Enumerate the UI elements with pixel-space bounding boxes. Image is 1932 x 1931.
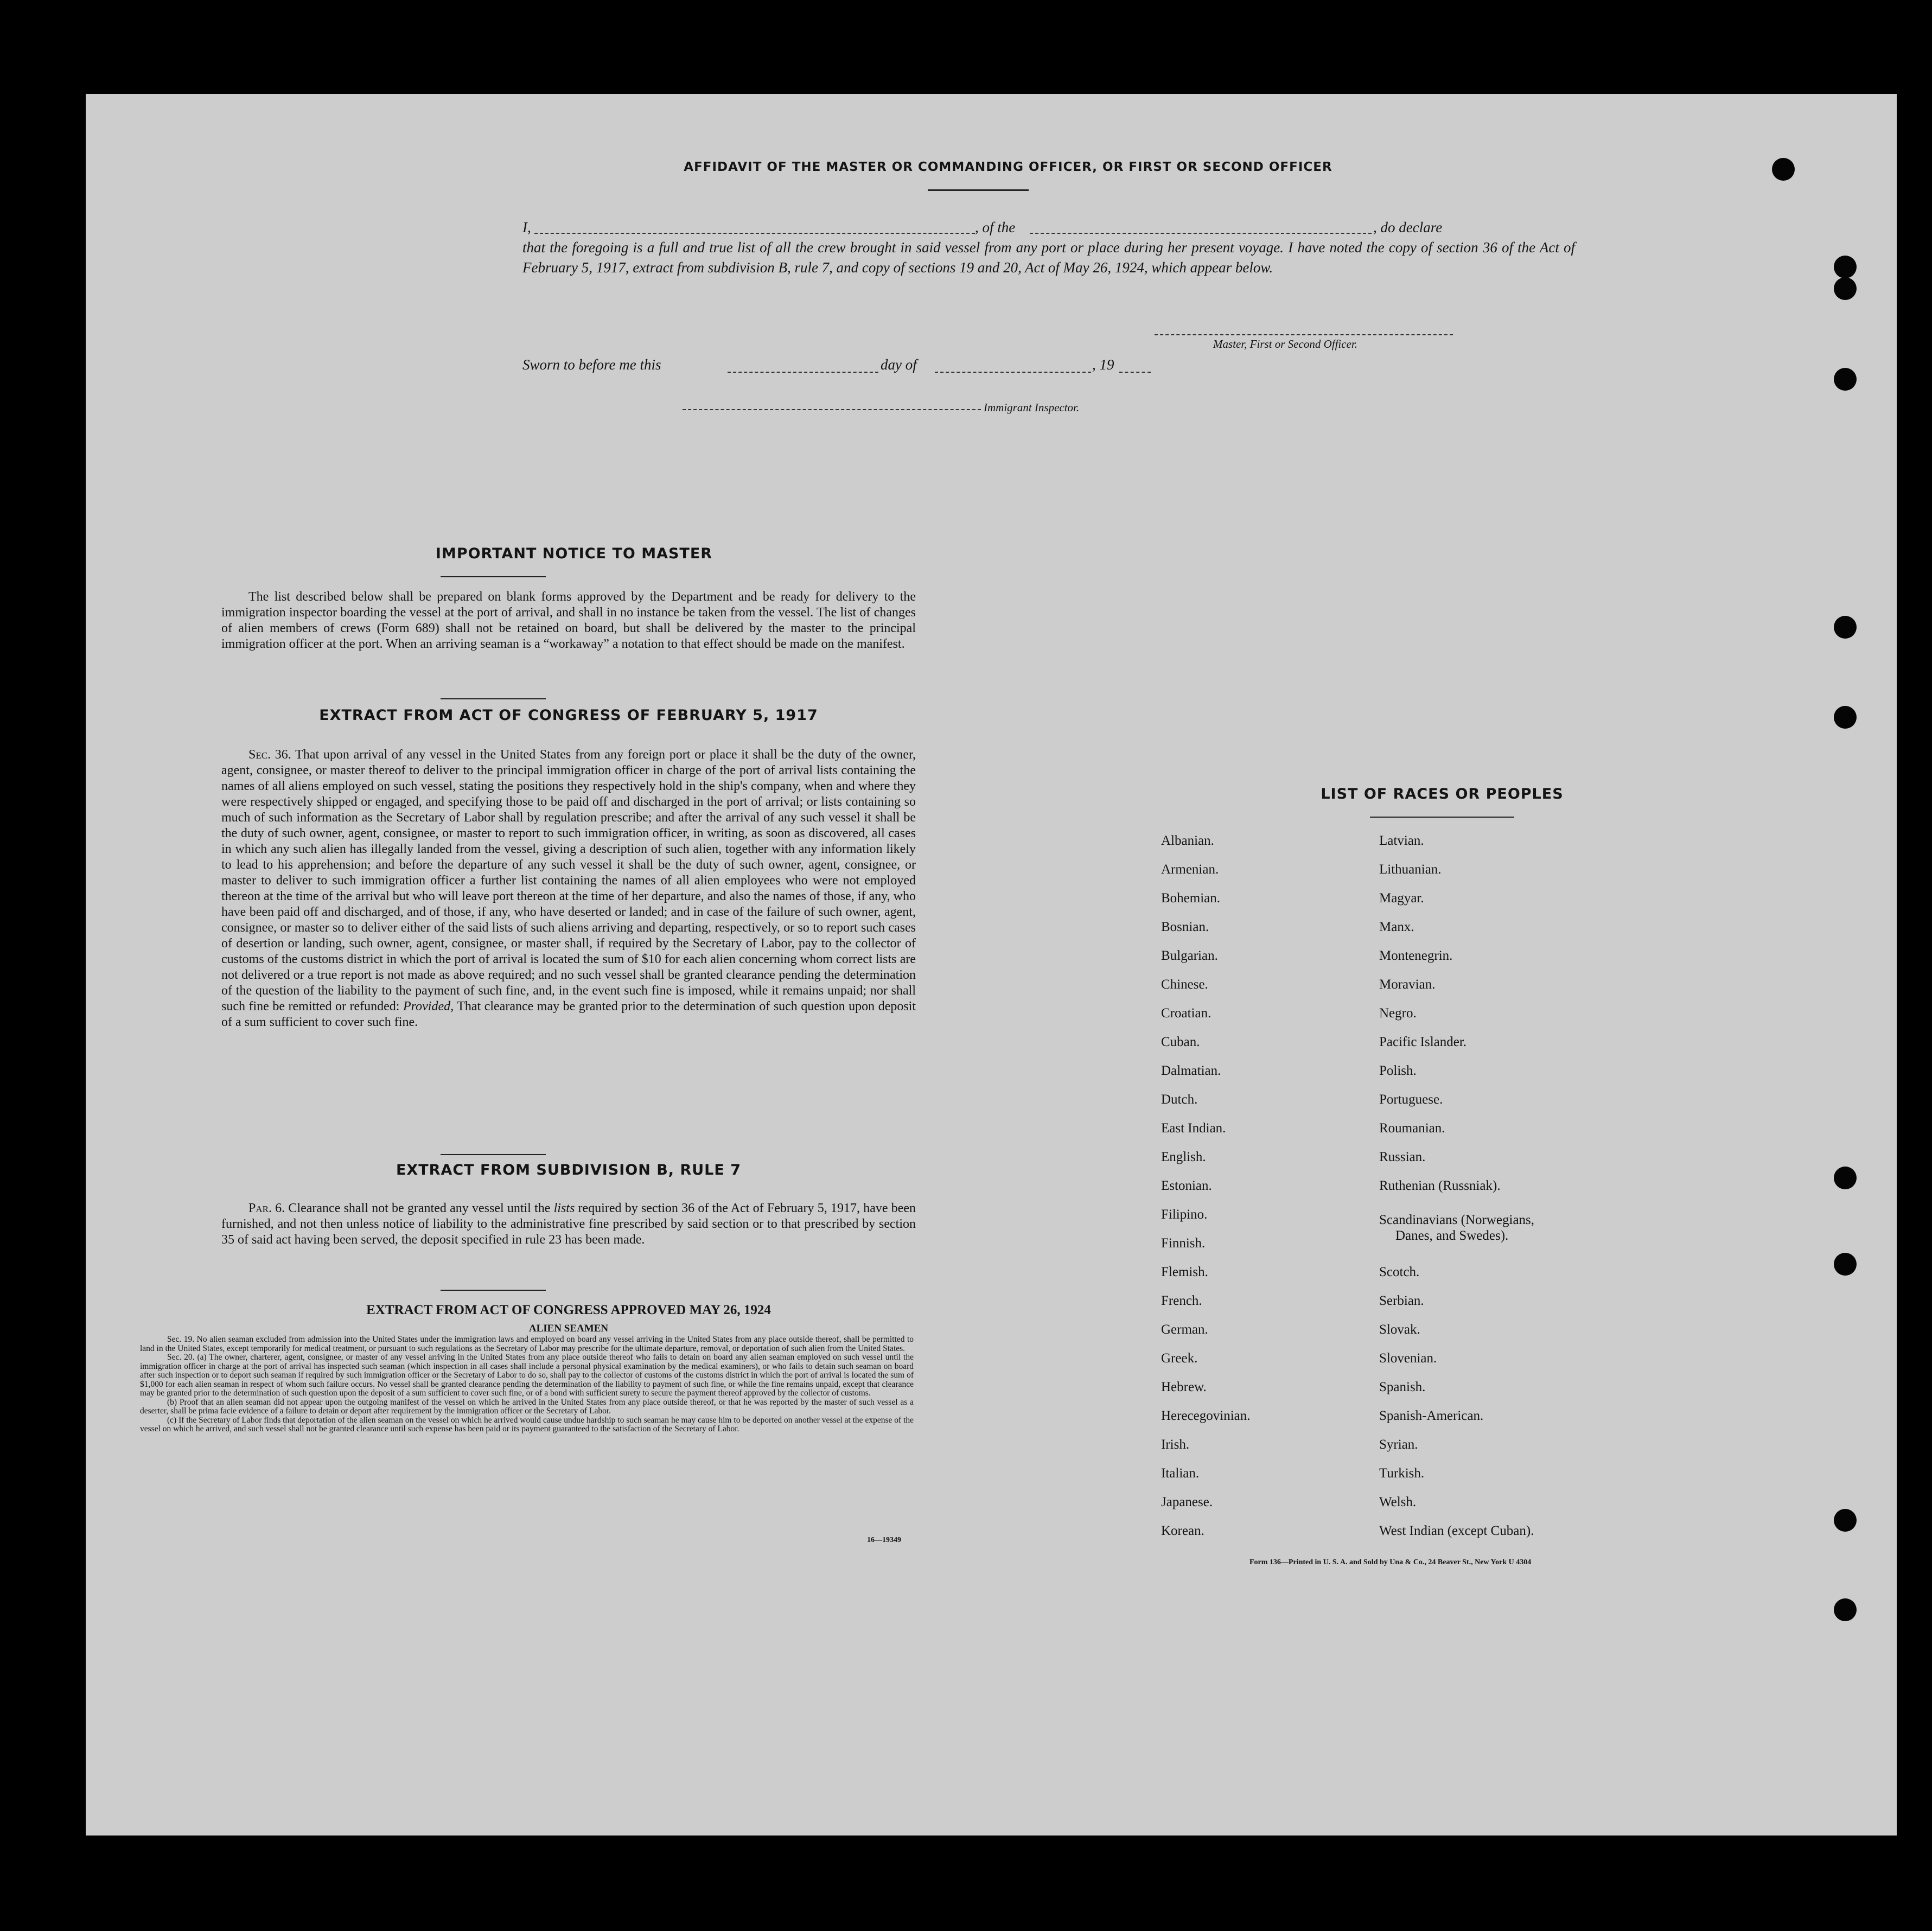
punch-hole: [1834, 368, 1857, 391]
rule7-end-rule: [441, 1290, 546, 1291]
provided-word: Provided,: [403, 999, 454, 1014]
extract1917-body: [221, 747, 916, 1030]
race-right-item: Negro.: [1379, 1006, 1417, 1021]
rule7-text-a: Clearance shall not be granted any vessel until the: [288, 1201, 551, 1215]
rule7-text-b: required by section 36 of the Act of February 5, 1917, have been furnished, and not then unless notice of liability to the administrative fine prescribed by said section or to that prescribed by section 35 of said act having been served, the deposit specified in rule 23 has been made.: [221, 1201, 916, 1247]
extract1917-title: EXTRACT FROM ACT OF CONGRESS OF FEBRUARY 5, 1917: [319, 707, 818, 724]
extract1924-body: [140, 1335, 914, 1434]
title-rule: [928, 189, 1029, 191]
race-left-item: Japanese.: [1161, 1495, 1213, 1509]
notice-body: The list described below shall be prepared on blank forms approved by the Department and be ready for delivery to the immigration inspector boarding the vessel at the port of arrival, and shall in no instance be taken from the vessel. The list of changes of alien members of crews (Form 689) shall not be retained on board, but shall be delivered by the master to the principal immigration officer at the port. When an arriving seaman is a “workaway” a notation to that effect should be made on the manifest.: [221, 590, 916, 651]
race-right-item: Syrian.: [1379, 1437, 1418, 1452]
name-blank: [534, 233, 975, 234]
race-left-item: Dutch.: [1161, 1092, 1198, 1107]
races-title: LIST OF RACES OR PEOPLES: [1321, 786, 1564, 802]
affidavit-body: that the foregoing is a full and true list of all the crew brought in said vessel from any port or place during her present voyage. I have noted the copy of section 36 of the Act of February 5, 1917, extract from subdivision B, rule 7, and copy of sections 19 and 20, Act of May 26, 1924, which appear below.: [522, 239, 1575, 276]
punch-hole: [1834, 277, 1857, 300]
year-text: , 19: [1092, 356, 1114, 373]
punch-hole: [1834, 1509, 1857, 1532]
race-left-item: Italian.: [1161, 1466, 1200, 1481]
punch-hole: [1834, 1598, 1857, 1621]
race-left-item: English.: [1161, 1150, 1206, 1164]
race-left-item: Bohemian.: [1161, 891, 1221, 906]
punch-hole: [1834, 706, 1857, 729]
punch-hole: [1834, 616, 1857, 639]
sworn-text: Sworn to before me this: [522, 356, 661, 373]
notice-rule: [441, 576, 546, 577]
race-right-item: Portuguese.: [1379, 1092, 1443, 1107]
race-left-item: Herecegovinian.: [1161, 1409, 1251, 1423]
sec19-text: Sec. 19. No alien seaman excluded from admission into the United States under the immigration laws and employed on board any vessel arriving in the United States from any place outside thereof, shall be permitted to land in the United States, except temporarily for medical treatment, or pursuant to such regulations as the Secretary of Labor may prescribe for the ultimate departure, removal, or deportation of such alien from the United States.: [140, 1335, 914, 1353]
sec36-text: That upon arrival of any vessel in the United States from any foreign port or place it shall be the duty of the owner, agent, consignee, or master thereof to deliver to the principal immigration officer in charge of the port of arrival lists containing the names of all aliens employed on such vessel, stating the positions they respectively hold in the ship's company, when and where they were respectively shipped or engaged, and specifying those to be paid off and discharged in the port of arrival; or lists containing so much of such information as the Secretary of Labor shall by regulation prescribe; and after the arrival of any such vessel it shall be the duty of such owner, agent, consignee, or master to report to such immigration officer, in writing, as soon as discovered, all cases in which any such alien has illegally landed from the vessel, giving a description of such alien, together with any information likely to lead to his apprehension; and before the departure of any such vessel it shall be the duty of such owner, agent, consignee, or master to deliver to such immigration officer a further list containing the names of all alien employees who were not employed thereon at the time of the arrival but who will leave port thereon at the time of her departure, and also the names of those, if any, who have been paid off and discharged, and of those, if any, who have deserted or landed; and in case of the failure of such owner, agent, consignee, or master so to deliver either of the said lists of such aliens arriving and departing, respectively, or so to report such cases of desertion or landing, such owner, agent, consignee, or master shall, if required by the Secretary of Labor, pay to the collector of customs of the customs district in which the port of arrival is located the sum of $10 for each alien concerning whom correct lists are not delivered or a true report is not made as above required; and no such vessel shall be granted clearance pending the determination of the question of the liability to the payment of such fine, and, in the event such fine is imposed, while it remains unpaid; nor shall such fine be remitted or refunded:: [221, 748, 916, 1014]
race-left-item: Chinese.: [1161, 977, 1208, 992]
race-left-item: Armenian.: [1161, 862, 1219, 877]
race-left-item: Cuban.: [1161, 1035, 1200, 1049]
race-right-item: Moravian.: [1379, 977, 1436, 992]
race-left-item: Finnish.: [1161, 1236, 1206, 1251]
race-left-item: Bulgarian.: [1161, 948, 1218, 963]
race-right-item: Pacific Islander.: [1379, 1035, 1467, 1049]
punch-hole: [1834, 256, 1857, 278]
race-right-item: Danes, and Swedes).: [1395, 1228, 1509, 1243]
race-right-item: Scotch.: [1379, 1265, 1420, 1279]
affidavit-title: AFFIDAVIT OF THE MASTER OR COMMANDING OFFICER, OR FIRST OR SECOND OFFICER: [684, 160, 1332, 174]
master-label: Master, First or Second Officer.: [1213, 337, 1357, 350]
notice-title: IMPORTANT NOTICE TO MASTER: [435, 545, 713, 562]
race-right-item: West Indian (except Cuban).: [1379, 1524, 1534, 1538]
race-left-item: Filipino.: [1161, 1207, 1208, 1222]
race-right-item: Turkish.: [1379, 1466, 1425, 1481]
race-right-item: Polish.: [1379, 1063, 1417, 1078]
sec36-text-end: That clearance may be granted prior to the determination of such question upon deposit of a sum sufficient to cover such fine.: [221, 999, 916, 1029]
race-left-item: Albanian.: [1161, 833, 1214, 848]
race-left-item: Estonian.: [1161, 1178, 1212, 1193]
form-printer-line: Form 136—Printed in U. S. A. and Sold by Una & Co., 24 Beaver St., New York U 4304: [1249, 1558, 1532, 1566]
par6-label: Par. 6.: [248, 1201, 285, 1215]
sec20a-text: Sec. 20. (a) The owner, charterer, agent, consignee, or master of any vessel arriving in the United States from any place outside thereof who fails to detain on board any alien seaman employed on such vessel until the immigration officer in charge at the port of arrival has inspected such seaman (which inspection in all cases shall include a personal physical examination by the medical examiners), or who fails to detain such seaman on board after such inspection or to deport such seaman if required by such immigration officer or the Secretary of Labor to do so, shall pay to the collector of customs of the customs district in which the port of arrival is located the sum of $1,000 for each alien seaman in respect of whom such failure occurs. No vessel shall be granted clearance pending the determination of the liability to payment of such fine, or while the fine remains unpaid, except that clearance may be granted prior to the determination of such question upon the deposit of a sum sufficient to cover such fine, or of a bond with sufficient surety to secure the payment thereof approved by the collector of customs.: [140, 1353, 914, 1398]
affidavit-declare: , do declare: [1373, 219, 1443, 235]
race-right-item: Lithuanian.: [1379, 862, 1442, 877]
race-left-item: Croatian.: [1161, 1006, 1212, 1021]
lists-word: lists: [553, 1201, 575, 1215]
race-left-item: Dalmatian.: [1161, 1063, 1221, 1078]
sec20b-text: (b) Proof that an alien seaman did not appear upon the outgoing manifest of the vessel on which he arrived in the United States from any place outside thereof, or that he was reported by the master of such vessel as a deserter, shall be prima facie evidence of a failure to detain or deport after requirement by the immigration officer or the Secretary of Labor.: [140, 1397, 914, 1416]
punch-hole: [1772, 158, 1795, 181]
race-right-item: Montenegrin.: [1379, 948, 1453, 963]
sec20c-text: (c) If the Secretary of Labor finds that deportation of the alien seaman on the vessel on which he arrived would cause undue hardship to such seaman he may cause him to be deported on another vessel at the expense of the vessel on which he arrived, and such vessel shall not be granted clearance until such expense has been paid or its payment guaranteed to the satisfaction of the Secretary of Labor.: [140, 1415, 914, 1433]
sec36-label: Sec. 36.: [248, 748, 291, 762]
extract1917-end-rule: [441, 1154, 546, 1155]
race-right-item: Ruthenian (Russniak).: [1379, 1178, 1501, 1193]
race-right-item: Roumanian.: [1379, 1121, 1445, 1136]
races-columns: [1161, 94, 1649, 1722]
race-right-item: Spanish-American.: [1379, 1409, 1484, 1423]
rule7-body: [221, 1201, 916, 1248]
race-left-item: East Indian.: [1161, 1121, 1226, 1136]
form-code: 16—19349: [867, 1536, 901, 1544]
race-left-item: Flemish.: [1161, 1265, 1208, 1279]
race-right-item: Russian.: [1379, 1150, 1426, 1164]
extract1924-title: EXTRACT FROM ACT OF CONGRESS APPROVED MAY 26, 1924: [366, 1303, 771, 1317]
notice-end-rule: [441, 698, 546, 699]
punch-hole: [1834, 1167, 1857, 1189]
race-right-item: Welsh.: [1379, 1495, 1417, 1509]
affidavit-of-the: , of the: [975, 219, 1016, 235]
race-right-item: Manx.: [1379, 920, 1414, 934]
race-left-item: Bosnian.: [1161, 920, 1209, 934]
race-right-item: Magyar.: [1379, 891, 1424, 906]
race-left-item: Irish.: [1161, 1437, 1190, 1452]
document-sheet: [86, 94, 1897, 1836]
year-blank: [1119, 372, 1151, 373]
race-left-item: Greek.: [1161, 1351, 1198, 1366]
race-left-item: German.: [1161, 1322, 1208, 1337]
day-blank: [728, 372, 878, 373]
rule7-title: EXTRACT FROM SUBDIVISION B, RULE 7: [396, 1162, 742, 1178]
race-right-item: Slovak.: [1379, 1322, 1420, 1337]
race-right-item: Slovenian.: [1379, 1351, 1437, 1366]
month-blank: [935, 372, 1091, 373]
race-left-item: French.: [1161, 1293, 1202, 1308]
race-right-item: Serbian.: [1379, 1293, 1424, 1308]
race-left-item: Hebrew.: [1161, 1380, 1207, 1394]
punch-hole: [1834, 1253, 1857, 1276]
race-right-item: Latvian.: [1379, 833, 1424, 848]
day-of-text: day of: [881, 356, 917, 373]
race-left-item: Korean.: [1161, 1524, 1204, 1538]
extract1924-subtitle: ALIEN SEAMEN: [528, 1323, 609, 1334]
inspector-signature-line: [683, 409, 981, 410]
affidavit-i: I,: [522, 219, 531, 235]
inspector-label: Immigrant Inspector.: [984, 401, 1080, 414]
race-right-item: Spanish.: [1379, 1380, 1426, 1394]
race-right-item: Scandinavians (Norwegians,: [1379, 1213, 1535, 1227]
